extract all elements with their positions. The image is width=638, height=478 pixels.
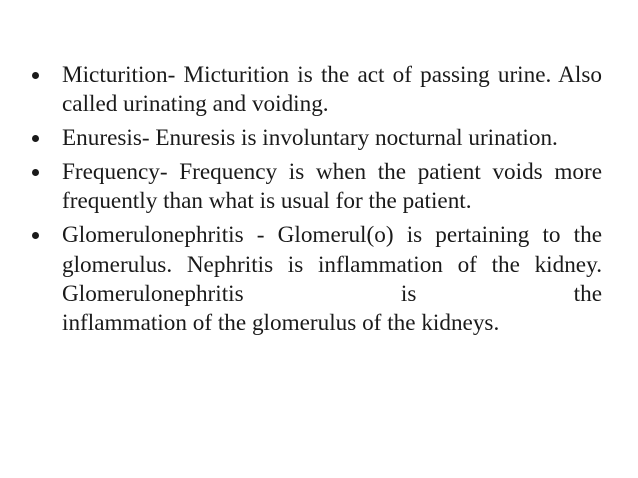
bullet-dot-icon bbox=[32, 232, 39, 239]
bullet-text: Frequency- Frequency is when the patient voids more frequently than what is usual for the patient. bbox=[62, 159, 602, 215]
bullet-enuresis bbox=[32, 124, 602, 153]
bullet-glomerulonephritis bbox=[32, 221, 602, 337]
bullet-text: Glomerulonephritis - Glomerul(o) is pertaining to the glomerulus. Nephritis is inflammation of the kidney. Glomerulonephritis is the bbox=[62, 222, 602, 307]
bullet-list bbox=[32, 61, 602, 343]
bullet-text-continued: inflammation of the glomerulus of the kidneys. bbox=[62, 309, 500, 336]
bullet-frequency bbox=[32, 158, 602, 216]
bullet-dot-icon bbox=[32, 72, 39, 79]
bullet-text: Micturition- Micturition is the act of passing urine. Also called urinating and voiding. bbox=[62, 62, 602, 118]
bullet-dot-icon bbox=[32, 169, 39, 176]
bullet-micturition bbox=[32, 61, 602, 119]
bullet-dot-icon bbox=[32, 135, 39, 142]
bullet-text: Enuresis- Enuresis is involuntary nocturnal urination. bbox=[62, 125, 558, 152]
